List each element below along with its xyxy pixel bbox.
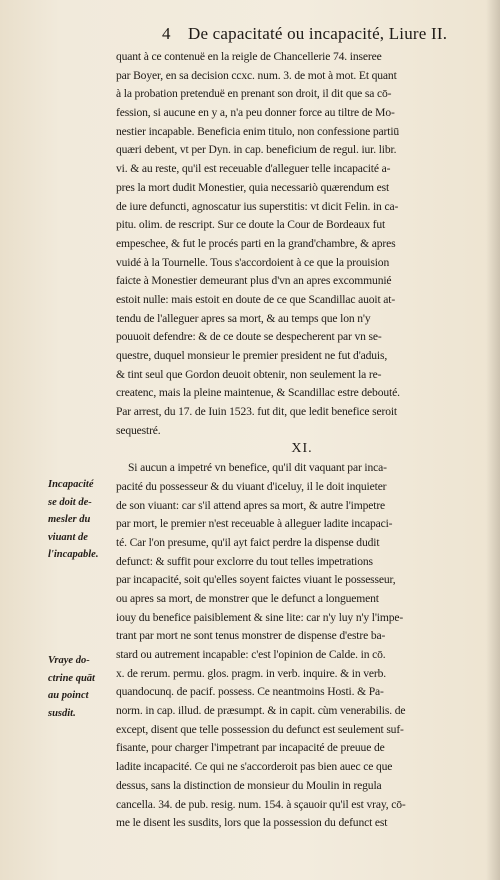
text-line: fisante, pour charger l'impetrant par incapacité de preuue de [116,741,385,755]
text-line: pitu. olim. de rescript. Sur ce doute la Cour de Bordeaux fut [116,218,386,232]
text-line: nestier incapable. Beneficia enim titulo, non confessione partiū [116,124,400,138]
text-line: ladite incapacité. Ce qui ne s'accorderoit pas bien auec ce que [116,760,393,774]
margin-note-line: l'incapable. [48,549,99,560]
text-line: estoit nulle: mais estoit en doute de ce que Scandillac auoit at- [116,292,396,306]
margin-note-line: mesler du [48,514,91,525]
text-line: Par arrest, du 17. de Iuin 1523. fut dit, que ledit benefice seroit [116,405,397,419]
text-line: pres la mort dudit Monestier, quia necessariò quærendum est [116,180,390,194]
text-line: Si aucun a impetré vn benefice, qu'il dit vaquant par inca- [128,461,387,475]
text-line: quant à ce contenuë en la reigle de Chancellerie 74. inseree [116,50,382,63]
text-line: vuidé à la Tournelle. Tous s'accordoient à ce que la prouision [116,255,390,269]
text-line: createnc, mais la pleine maintenue, & Scandillac estre debouté. [116,386,400,400]
running-title: De capacitaté ou incapacité, Liure II. [188,24,448,43]
page-header [108,22,490,46]
text-line: à la probation pretenduë en prenant son droit, il dit que sa cō- [116,87,392,101]
text-line: tendu de l'alleguer apres sa mort, & au temps que lon n'y [116,311,371,325]
margin-note-line: Vraye do- [48,655,90,666]
text-line: empeschee, & fut le procés parti en la grand'chambre, & apres [116,236,396,250]
text-line: pacité du possesseur & du viuant d'iceluy, il le doit inquieter [116,479,387,493]
text-line: vi. & au reste, qu'il est receuable d'alleguer telle incapacité a- [116,162,391,176]
margin-note-line: ctrine quāt [48,672,95,684]
text-line: me le disent les susdits, lors que la possession du defunct est [116,816,388,830]
text-line: par incapacité, soit qu'elles soyent faictes viuant le possesseur, [116,573,396,587]
text-line: cancella. 34. de pub. resig. num. 154. à sçauoir qu'il est vray, cō- [116,797,406,811]
text-line: quæri debent, vt per Dyn. in cap. beneficium de regul. iur. libr. [116,143,397,157]
text-line: stard ou autrement incapable: c'est l'opinion de Calde. in cō. [116,648,386,661]
page-number: 4 [162,24,171,43]
margin-note-incapacite [48,476,114,564]
text-line: questre, duquel monsieur le premier president ne fut d'aduis, [116,349,388,362]
text-line: & tint seul que Gordon deuoit obtenir, non seulement la re- [116,367,382,381]
main-text [116,48,488,833]
text-line: iouy du benefice paisiblement & sine lite: car n'y luy n'y l'impe- [116,610,404,624]
text-line: ou apres sa mort, de monstrer que le defunct a longuement [116,591,379,605]
text-line: defunct: & suffit pour exclorre du tout telles impetrations [116,554,373,568]
page-edge-shadow [486,0,500,880]
margin-note-line: au poinct [48,690,89,701]
text-line: faicte à Monestier demeurant plus d'vn an apres excommunié [116,274,392,288]
text-line: par Boyer, en sa decision ccxc. num. 3. de mot à mot. Et quant [116,68,397,82]
section-heading: XI. [291,441,313,457]
text-line: trant par mort ne sont tenus monstrer de dispense d'estre ba- [116,629,386,643]
text-line: par mort, le premier n'est receuable à alleguer ladite incapaci- [116,517,393,531]
margin-note-line: susdit. [48,707,76,719]
margin-note-line: Incapacité [48,479,94,490]
text-line: de son viuant: car s'il attend apres sa mort, & autre l'impetre [116,498,386,512]
text-line: except, disent que telle possession du defunct est seulement suf- [116,722,404,736]
text-line: norm. in cap. illud. de præsumpt. & in capit. cùm venerabilis. de [116,704,406,718]
text-line: dessus, sans la distinction de monsieur du Moulin in regula [116,778,382,792]
text-line: té. Car l'on presume, qu'il ayt faict perdre la dispense dudit [116,535,380,549]
text-line: fession, si aucune en y a, n'a peu donner force au tiltre de Mo- [116,106,395,120]
text-line: quandocunq. de pacif. possess. Ce neantmoins Hosti. & Pa- [116,685,384,699]
text-line: pouuoit defendre: & de ce doute se despecherent par vn se- [116,330,382,344]
text-line: de iure defuncti, agnoscatur ius superstitis: vt dicit Felin. in ca- [116,199,399,213]
text-line: sequestré. [116,423,161,437]
text-line: x. de rerum. permu. glos. pragm. in verb. inquire. & in verb. [116,666,387,680]
margin-note-line: se doit de- [48,496,92,508]
margin-note-line: viuant de [48,531,88,543]
margin-note-vraye-doctrine [48,652,114,722]
